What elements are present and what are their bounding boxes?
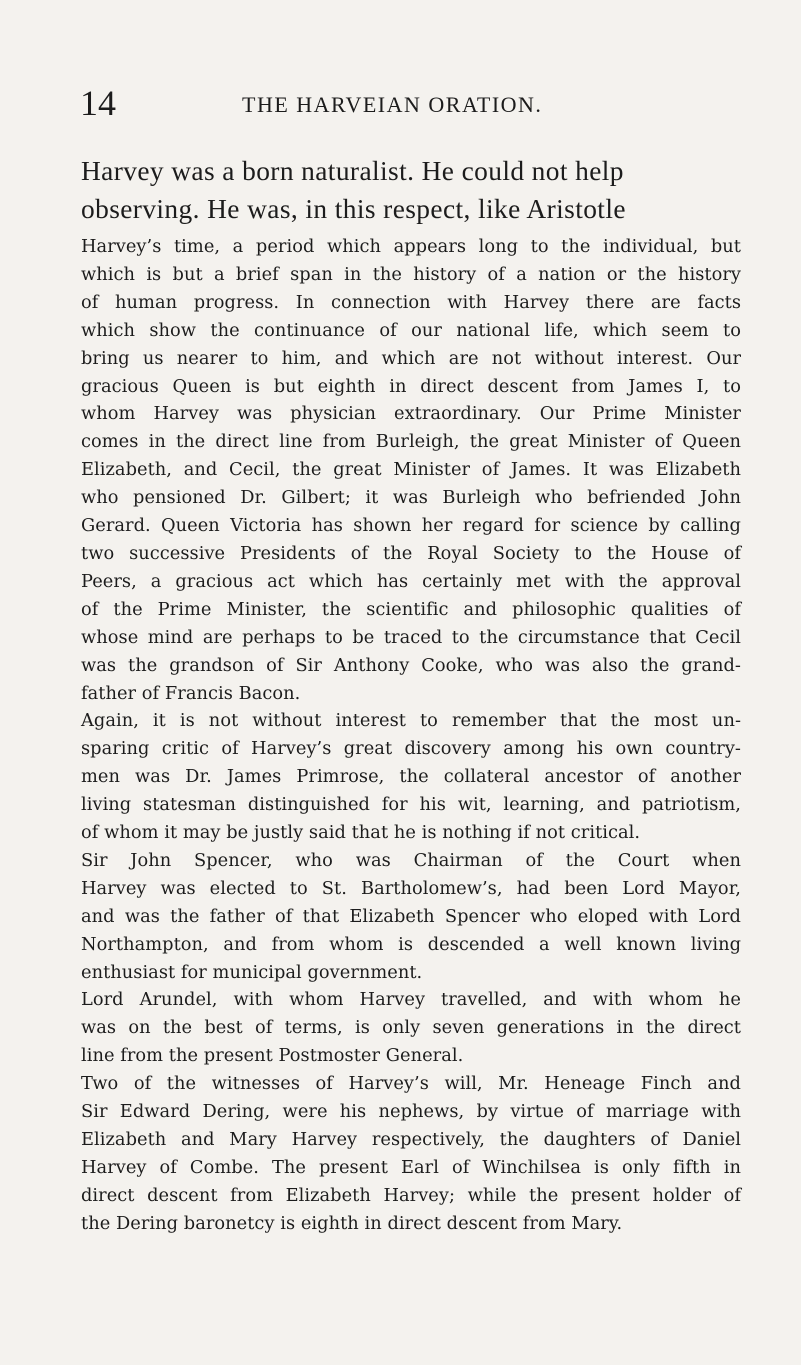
text-line: whose mind are perhaps to be traced to the circumstance that Cecil	[81, 626, 741, 648]
page-number: 14	[80, 83, 116, 123]
text-line: whom Harvey was physician extraordinary. Our Prime Minister	[81, 403, 741, 425]
text-line: Northampton, and from whom is descended a well known living	[81, 933, 741, 955]
text-line: of human progress. In connection with Harvey there are facts	[81, 291, 741, 313]
text-line: Harvey of Combe. The present Earl of Winchilsea is only fifth in	[81, 1156, 741, 1178]
text-line: gracious Queen is but eighth in direct descent from James I, to	[81, 375, 741, 397]
text-line: comes in the direct line from Burleigh, the great Minister of Queen	[81, 431, 741, 453]
text-line: which is but a brief span in the history of a nation or the history	[81, 263, 741, 285]
text-line: Harvey was elected to St. Bartholomew’s, had been Lord Mayor,	[81, 877, 741, 899]
text-line: father of Francis Bacon.	[81, 682, 301, 704]
text-line: was on the best of terms, is only seven generations in the direct	[81, 1017, 741, 1039]
text-line: Lord Arundel, with whom Harvey travelled, and with whom he	[81, 989, 741, 1011]
text-line: Harvey’s time, a period which appears long to the individual, but	[81, 236, 741, 257]
text-line: and was the father of that Elizabeth Spencer who eloped with Lord	[81, 905, 741, 927]
text-line: who pensioned Dr. Gilbert; it was Burleigh who befriended John	[81, 487, 741, 509]
text-line: men was Dr. James Primrose, the collateral ancestor of another	[81, 766, 741, 788]
text-line: sparing critic of Harvey’s great discovery among his own country-	[81, 738, 741, 760]
text-line: Sir John Spencer, who was Chairman of the Court when	[81, 849, 741, 871]
text-line: bring us nearer to him, and which are not without interest. Our	[81, 347, 741, 369]
text-line: Sir Edward Dering, were his nephews, by virtue of marriage with	[81, 1101, 741, 1123]
text-line: which show the continuance of our national life, which seem to	[81, 319, 741, 341]
text-line: of whom it may be justly said that he is nothing if not critical.	[81, 822, 641, 844]
text-line: Peers, a gracious act which has certainly met with the approval	[81, 570, 741, 592]
text-line: line from the present Postmoster General.	[81, 1045, 464, 1067]
lead-line: Harvey was a born naturalist. He could not help	[81, 156, 624, 186]
running-title: THE HARVEIAN ORATION.	[242, 92, 543, 117]
text-line: enthusiast for municipal government.	[81, 961, 423, 983]
lead-paragraph	[81, 152, 741, 228]
text-line: of the Prime Minister, the scientific and philosophic qualities of	[81, 598, 741, 620]
text-line: the Dering baronetcy is eighth in direct descent from Mary.	[81, 1212, 623, 1234]
text-line: Two of the witnesses of Harvey’s will, Mr. Heneage Finch and	[81, 1073, 741, 1095]
text-line: Elizabeth, and Cecil, the great Minister of James. It was Elizabeth	[81, 459, 741, 481]
text-line: two successive Presidents of the Royal Society to the House of	[81, 542, 741, 564]
text-line: was the grandson of Sir Anthony Cooke, who was also the grand-	[81, 654, 741, 676]
text-line: Gerard. Queen Victoria has shown her regard for science by calling	[81, 515, 741, 537]
running-head	[80, 83, 740, 123]
text-line: direct descent from Elizabeth Harvey; while the present holder of	[81, 1184, 741, 1206]
text-line: living statesman distinguished for his wit, learning, and patriotism,	[81, 794, 741, 816]
lead-line: observing. He was, in this respect, like Aristotle	[81, 194, 626, 224]
text-line: Again, it is not without interest to remember that the most un-	[81, 710, 741, 732]
text-line: Elizabeth and Mary Harvey respectively, the daughters of Daniel	[81, 1129, 741, 1150]
body-text	[81, 233, 741, 1238]
